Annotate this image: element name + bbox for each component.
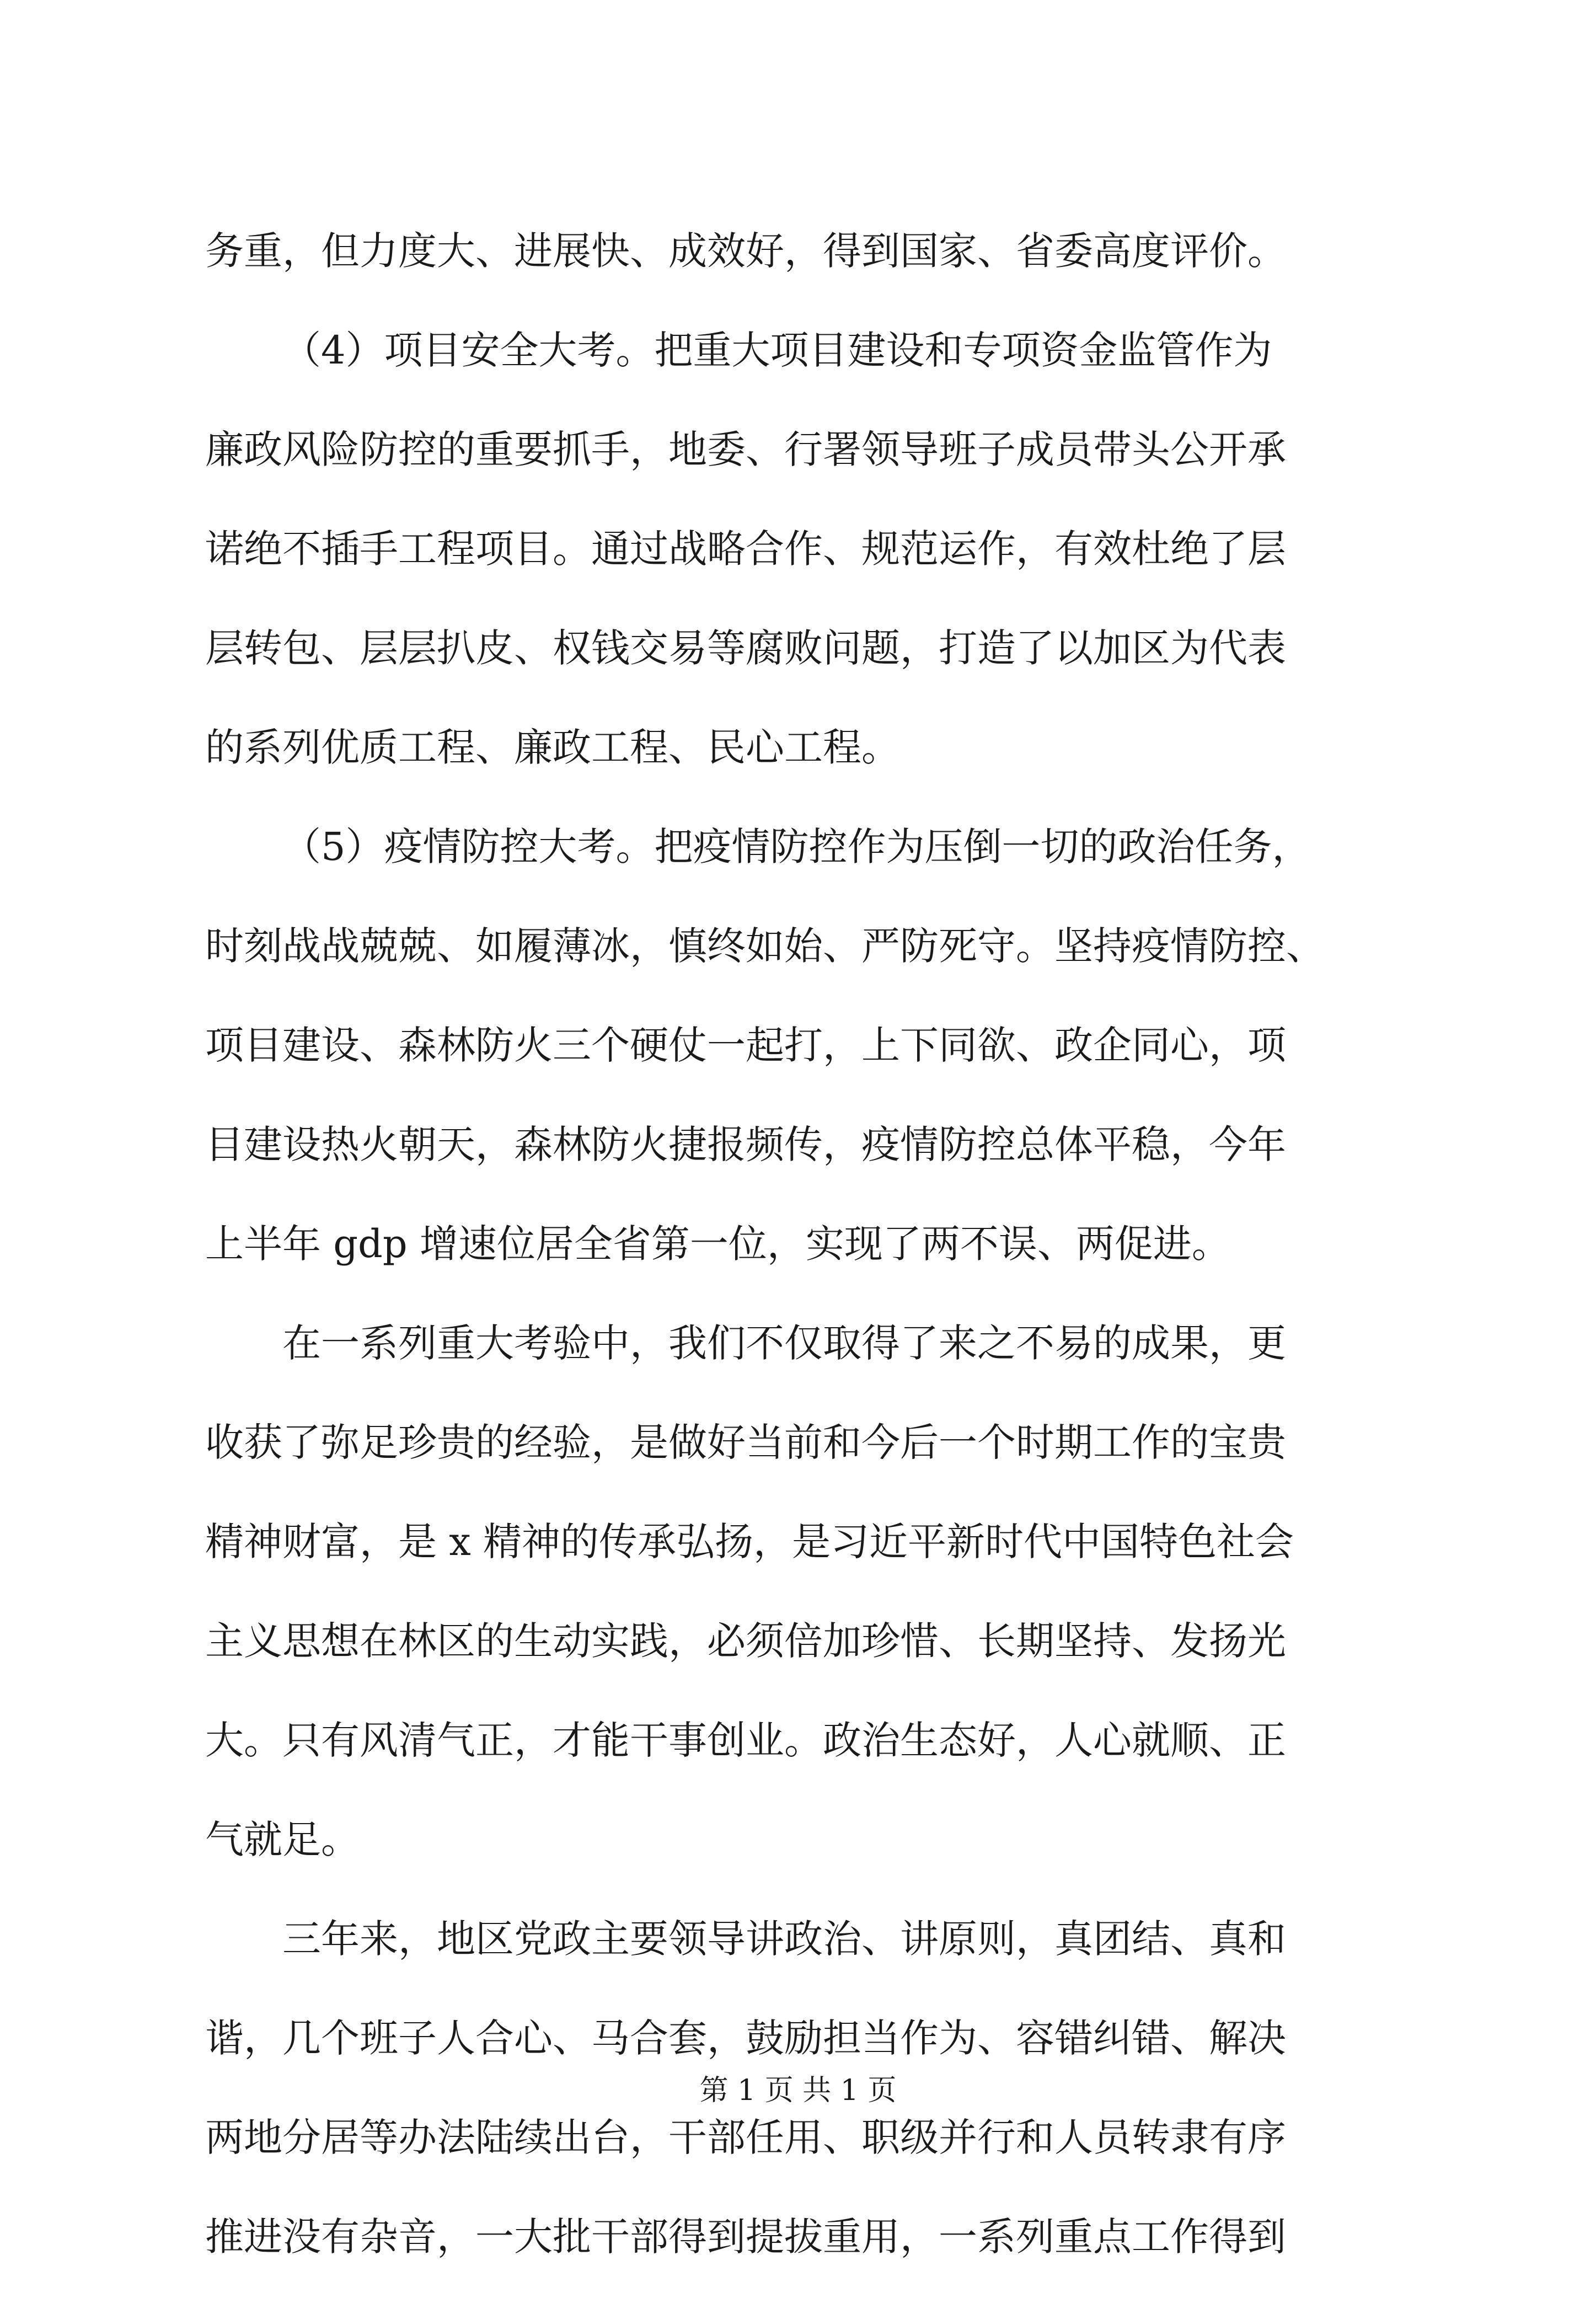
text-line: 务重，但力度大、进展快、成效好，得到国家、省委高度评价。 bbox=[205, 228, 1286, 274]
text-line: 推进没有杂音，一大批干部得到提拔重用，一系列重点工作得到 bbox=[205, 2214, 1286, 2259]
text-line: 项目建设、森林防火三个硬仗一起打，上下同欲、政企同心，项 bbox=[205, 1023, 1286, 1068]
text-line: 两地分居等办法陆续出台，干部任用、职级并行和人员转隶有序 bbox=[205, 2115, 1286, 2160]
text-line: 上半年 gdp 增速位居全省第一位，实现了两不误、两促进。 bbox=[205, 1221, 1230, 1266]
text-line: 廉政风险防控的重要抓手，地委、行署领导班子成员带头公开承 bbox=[205, 427, 1286, 472]
text-line: （5）疫情防控大考。把疫情防控作为压倒一切的政治任务， bbox=[282, 824, 1311, 869]
text-line: 大。只有风清气正，才能干事创业。政治生态好，人心就顺、正 bbox=[205, 1718, 1286, 1763]
text-line: （4）项目安全大考。把重大项目建设和专项资金监管作为 bbox=[282, 328, 1272, 373]
text-line: 在一系列重大考验中，我们不仅取得了来之不易的成果，更 bbox=[282, 1321, 1286, 1366]
text-line: 三年来，地区党政主要领导讲政治、讲原则，真团结、真和 bbox=[282, 1916, 1286, 1962]
document-body bbox=[205, 229, 1396, 2314]
text-line: 收获了弥足珍贵的经验，是做好当前和今后一个时期工作的宝贵 bbox=[205, 1420, 1286, 1465]
text-line: 气就足。 bbox=[205, 1817, 360, 1862]
text-line: 的系列优质工程、廉政工程、民心工程。 bbox=[205, 725, 900, 770]
text-line: 层转包、层层扒皮、权钱交易等腐败问题，打造了以加区为代表 bbox=[205, 626, 1286, 671]
text-line: 诺绝不插手工程项目。通过战略合作、规范运作，有效杜绝了层 bbox=[205, 526, 1286, 571]
page-number-footer: 第 1 页 共 1 页 bbox=[699, 2074, 897, 2107]
text-line: 时刻战战兢兢、如履薄冰，慎终如始、严防死守。坚持疫情防控、 bbox=[205, 923, 1325, 969]
text-line: 主义思想在林区的生动实践，必须倍加珍惜、长期坚持、发扬光 bbox=[205, 1618, 1286, 1664]
text-line: 精神财富，是 x 精神的传承弘扬，是习近平新时代中国特色社会 bbox=[205, 1519, 1294, 1564]
text-line: 目建设热火朝天，森林防火捷报频传，疫情防控总体平稳，今年 bbox=[205, 1122, 1286, 1167]
text-line: 谐，几个班子人合心、马合套，鼓励担当作为、容错纠错、解决 bbox=[205, 2016, 1286, 2061]
